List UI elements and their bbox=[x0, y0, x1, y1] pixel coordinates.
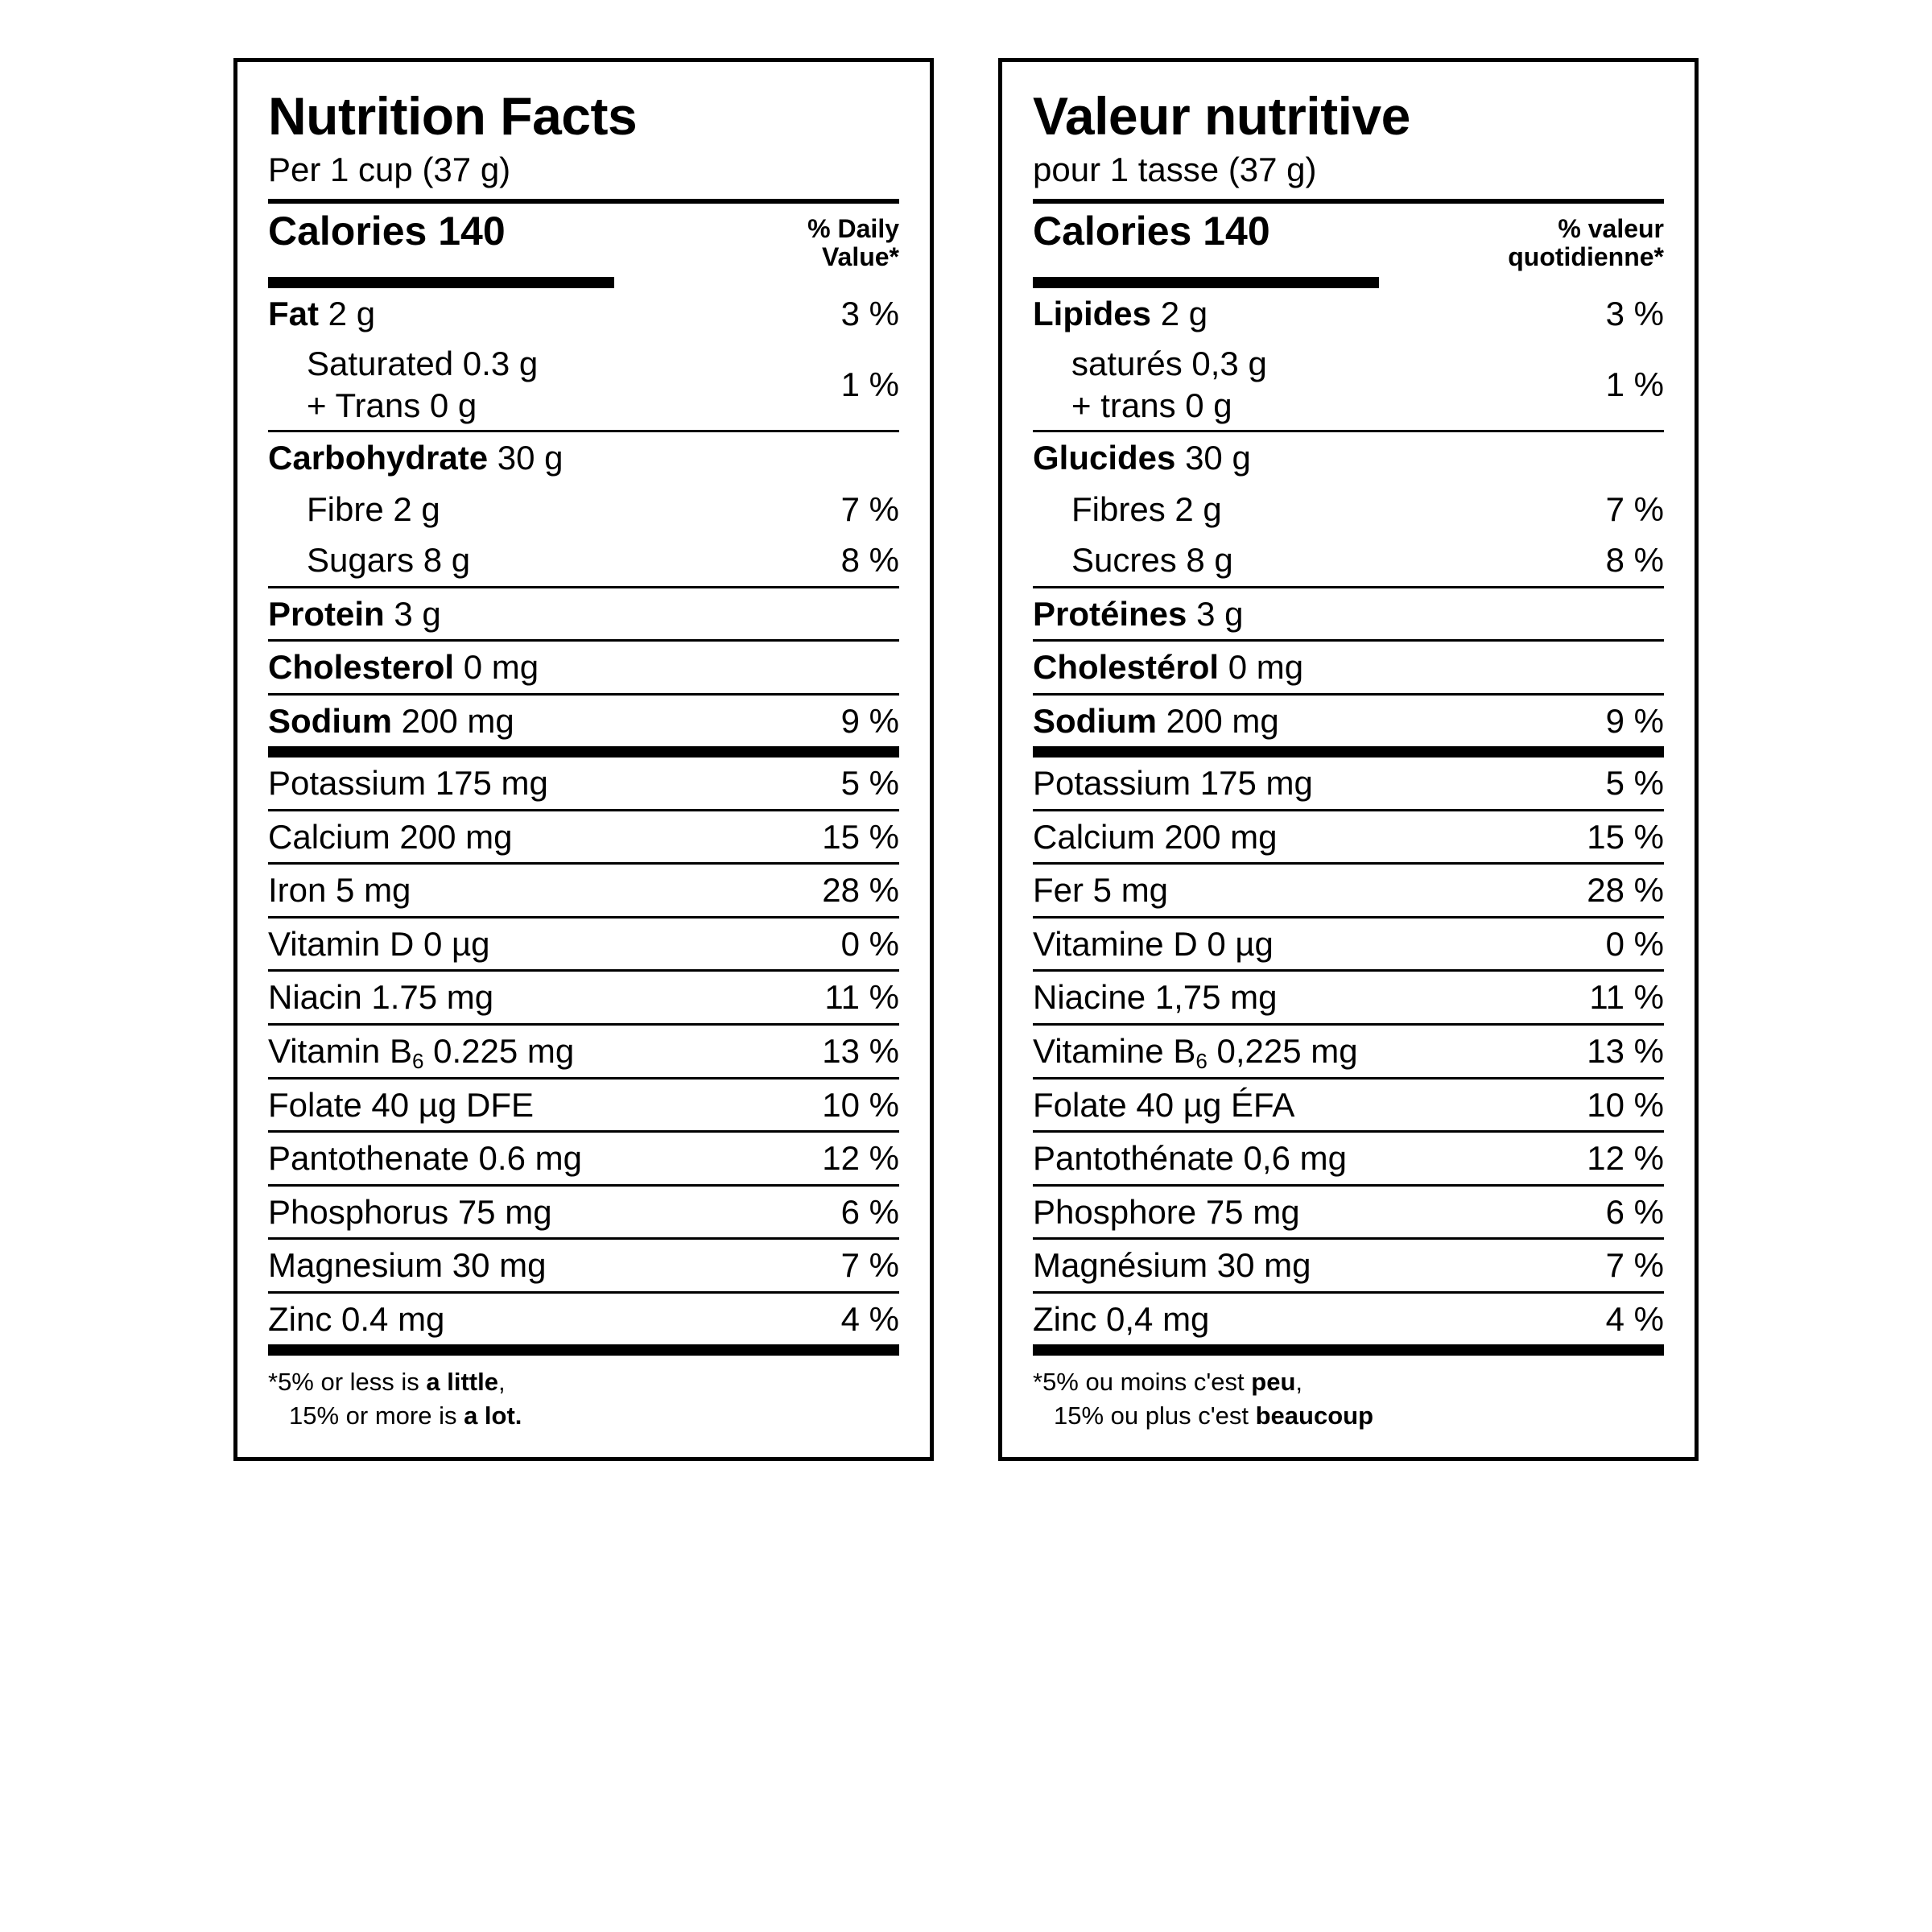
nutrient-name-satures: saturés 0,3 g bbox=[1071, 344, 1267, 382]
nutrient-label: Lipides bbox=[1033, 295, 1152, 333]
nutrient-name: Pantothenate 0.6 mg bbox=[268, 1139, 582, 1178]
nutrient-name-fibres: Fibres 2 g bbox=[1071, 489, 1222, 528]
nutrient-row-cholesterol-fr bbox=[1030, 642, 1667, 693]
nutrient-row bbox=[265, 811, 902, 863]
nutrient-row-cholesterol bbox=[265, 642, 902, 693]
nutrient-dv: 0 % bbox=[840, 924, 899, 963]
footnote-text: 15% or more is bbox=[289, 1402, 464, 1430]
nutrient-value: 200 mg bbox=[1166, 701, 1279, 740]
nutrient-value: 30 g bbox=[1185, 439, 1251, 477]
nutrient-name-cholesterol-fr bbox=[1033, 647, 1303, 687]
divider-thick bbox=[268, 746, 899, 758]
nutrient-row-carbohydrate bbox=[265, 432, 902, 484]
nutrient-value: 2 g bbox=[328, 295, 376, 333]
nutrient-name: Vitamin D 0 µg bbox=[268, 924, 490, 963]
nutrient-label: Carbohydrate bbox=[268, 439, 489, 477]
nutrient-value: 3 g bbox=[394, 594, 441, 633]
nutrient-name-lipides bbox=[1033, 294, 1208, 334]
nutrient-dv: 6 % bbox=[1605, 1192, 1664, 1231]
nutrient-name: Pantothénate 0,6 mg bbox=[1033, 1139, 1347, 1178]
nutrient-row bbox=[265, 1187, 902, 1238]
nutrient-dv: 13 % bbox=[1587, 1032, 1664, 1071]
nutrient-row bbox=[1030, 758, 1667, 809]
nutrient-name: Magnésium 30 mg bbox=[1033, 1246, 1311, 1285]
footnote-line-1 bbox=[1033, 1365, 1664, 1399]
nutrient-dv-saturated-trans: 1 % bbox=[840, 365, 899, 403]
nutrient-name: Niacine 1,75 mg bbox=[1033, 978, 1278, 1017]
micronutrient-list-french bbox=[1030, 758, 1667, 1344]
nutrient-value: 200 mg bbox=[401, 701, 514, 740]
nutrient-name: Fer 5 mg bbox=[1033, 871, 1169, 910]
nutrient-name: Potassium 175 mg bbox=[268, 764, 548, 803]
footnote-line-1 bbox=[268, 1365, 899, 1399]
nutrient-dv: 5 % bbox=[1605, 764, 1664, 803]
nutrient-dv: 12 % bbox=[1587, 1139, 1664, 1178]
nutrient-row-satures-trans bbox=[1030, 340, 1667, 430]
nutrient-label: Glucides bbox=[1033, 439, 1176, 477]
nutrient-row bbox=[1030, 1187, 1667, 1238]
nutrient-value: 0 mg bbox=[463, 648, 539, 687]
nutrient-row bbox=[1030, 919, 1667, 970]
nutrient-dv-lipides: 3 % bbox=[1605, 295, 1664, 333]
nutrient-name-sodium-fr bbox=[1033, 701, 1279, 741]
nutrient-dv-fibres: 7 % bbox=[1605, 489, 1664, 528]
nutrient-dv: 28 % bbox=[1587, 871, 1664, 910]
nutrient-name-carbohydrate bbox=[268, 438, 563, 478]
nutrient-row-lipides bbox=[1030, 288, 1667, 340]
nutrition-facts-panel-french bbox=[998, 58, 1699, 1461]
nutrient-label: Protéines bbox=[1033, 594, 1187, 633]
divider-thick bbox=[268, 1344, 899, 1356]
nutrient-dv: 10 % bbox=[1587, 1085, 1664, 1124]
daily-value-header-line1: % Daily bbox=[807, 213, 899, 243]
nutrient-name: Niacin 1.75 mg bbox=[268, 978, 494, 1017]
nutrition-facts-panel-english bbox=[233, 58, 934, 1461]
nutrient-row bbox=[1030, 811, 1667, 863]
nutrient-row bbox=[265, 972, 902, 1023]
nutrient-row-saturated-trans bbox=[265, 340, 902, 430]
calories-underline bbox=[268, 277, 614, 288]
nutrient-row-sucres bbox=[1030, 535, 1667, 586]
footnote-french bbox=[1030, 1356, 1667, 1436]
nutrient-row bbox=[265, 758, 902, 809]
calories-label-french: Calories 140 bbox=[1033, 208, 1270, 254]
nutrient-value: 30 g bbox=[497, 439, 564, 477]
footnote-emphasis: peu bbox=[1251, 1368, 1296, 1397]
nutrient-name-protein bbox=[268, 594, 441, 634]
nutrient-label: Cholesterol bbox=[268, 648, 455, 687]
calories-row bbox=[265, 204, 902, 278]
nutrient-dv-sodium: 9 % bbox=[840, 701, 899, 740]
nutrient-name-satures-trans bbox=[1033, 343, 1267, 427]
divider-thick bbox=[1033, 1344, 1664, 1356]
calories-row-french bbox=[1030, 204, 1667, 278]
nutrient-dv: 15 % bbox=[822, 817, 899, 856]
nutrient-name-saturated-trans bbox=[268, 343, 538, 427]
nutrient-name: Vitamin $B_6$ 0.225 mg bbox=[268, 1032, 575, 1073]
nutrient-dv: 4 % bbox=[1605, 1299, 1664, 1338]
footnote-punct: , bbox=[1295, 1368, 1303, 1397]
nutrient-row bbox=[265, 1080, 902, 1131]
daily-value-header-french bbox=[1508, 210, 1664, 273]
nutrient-row-proteines bbox=[1030, 588, 1667, 640]
nutrient-row-fibre bbox=[265, 484, 902, 535]
nutrient-dv: 11 % bbox=[1589, 978, 1664, 1017]
nutrient-name-trans: + Trans 0 g bbox=[307, 386, 477, 424]
nutrient-name: Iron 5 mg bbox=[268, 871, 411, 910]
nutrient-dv: 12 % bbox=[822, 1139, 899, 1178]
nutrient-dv: 28 % bbox=[822, 871, 899, 910]
nutrient-name: Potassium 175 mg bbox=[1033, 764, 1313, 803]
nutrient-row bbox=[1030, 1133, 1667, 1184]
daily-value-header-line2: quotidienne* bbox=[1508, 242, 1664, 272]
calories-underline bbox=[1033, 277, 1379, 288]
nutrient-name: Zinc 0.4 mg bbox=[268, 1299, 445, 1338]
nutrient-name: Folate 40 µg ÉFA bbox=[1033, 1085, 1295, 1124]
footnote-line-2 bbox=[1033, 1399, 1664, 1433]
nutrient-name-saturated: Saturated 0.3 g bbox=[307, 344, 539, 382]
nutrient-row-glucides bbox=[1030, 432, 1667, 484]
nutrient-row bbox=[265, 1294, 902, 1345]
nutrient-row bbox=[1030, 1026, 1667, 1077]
nutrient-row bbox=[1030, 972, 1667, 1023]
nutrient-label: Protein bbox=[268, 594, 385, 633]
daily-value-header-line1: % valeur bbox=[1558, 213, 1664, 243]
nutrient-row bbox=[1030, 1294, 1667, 1345]
footnote-punct: , bbox=[498, 1368, 506, 1397]
nutrient-name: Calcium 200 mg bbox=[268, 817, 513, 856]
nutrient-row-protein bbox=[265, 588, 902, 640]
nutrient-row bbox=[265, 1240, 902, 1291]
footnote-text: 15% ou plus c'est bbox=[1054, 1402, 1256, 1430]
nutrient-value: 2 g bbox=[1160, 295, 1208, 333]
nutrient-label: Fat bbox=[268, 295, 319, 333]
nutrient-name: Vitamine $B_6$ 0,225 mg bbox=[1033, 1032, 1358, 1073]
daily-value-header-line2: Value* bbox=[821, 242, 899, 272]
nutrient-label: Sodium bbox=[1033, 701, 1157, 740]
nutrient-row bbox=[1030, 865, 1667, 916]
divider-thick bbox=[1033, 746, 1664, 758]
nutrient-dv-fibre: 7 % bbox=[840, 489, 899, 528]
nutrient-label: Sodium bbox=[268, 701, 392, 740]
daily-value-header bbox=[807, 210, 899, 273]
page-title: Nutrition Facts bbox=[268, 86, 638, 146]
nutrient-dv: 10 % bbox=[822, 1085, 899, 1124]
nutrient-row-sugars bbox=[265, 535, 902, 586]
nutrient-dv: 6 % bbox=[840, 1192, 899, 1231]
nutrient-row bbox=[1030, 1080, 1667, 1131]
nutrient-row-sodium bbox=[265, 696, 902, 747]
nutrient-row-sodium-fr bbox=[1030, 696, 1667, 747]
nutrient-dv: 7 % bbox=[840, 1246, 899, 1285]
nutrient-dv: 11 % bbox=[824, 978, 899, 1017]
nutrient-name: Zinc 0,4 mg bbox=[1033, 1299, 1210, 1338]
footnote-text: *5% ou moins c'est bbox=[1033, 1368, 1252, 1397]
nutrient-row-fat bbox=[265, 288, 902, 340]
nutrient-row bbox=[265, 919, 902, 970]
nutrient-row-fibres bbox=[1030, 484, 1667, 535]
serving-size-french: pour 1 tasse (37 g) bbox=[1033, 151, 1317, 189]
nutrient-dv: 4 % bbox=[840, 1299, 899, 1338]
nutrient-name-sucres: Sucres 8 g bbox=[1071, 541, 1233, 580]
nutrient-name: Magnesium 30 mg bbox=[268, 1246, 547, 1285]
nutrient-name: Calcium 200 mg bbox=[1033, 817, 1278, 856]
nutrient-row bbox=[1030, 1240, 1667, 1291]
footnote-line-2 bbox=[268, 1399, 899, 1433]
nutrient-dv: 15 % bbox=[1587, 817, 1664, 856]
nutrient-dv-sucres: 8 % bbox=[1605, 541, 1664, 580]
nutrient-value: 0 mg bbox=[1228, 648, 1304, 687]
nutrient-name: Phosphorus 75 mg bbox=[268, 1192, 552, 1231]
nutrient-name-fat bbox=[268, 294, 375, 334]
nutrient-name-glucides bbox=[1033, 438, 1251, 478]
nutrient-name-trans: + trans 0 g bbox=[1071, 386, 1232, 424]
nutrient-row bbox=[265, 1026, 902, 1077]
nutrient-value: 3 g bbox=[1196, 594, 1244, 633]
micronutrient-list-english bbox=[265, 758, 902, 1344]
nutrient-name-cholesterol bbox=[268, 647, 539, 687]
nutrient-dv: 13 % bbox=[822, 1032, 899, 1071]
nutrient-name: Folate 40 µg DFE bbox=[268, 1085, 535, 1124]
footnote-emphasis: a lot. bbox=[464, 1402, 522, 1430]
nutrient-name: Phosphore 75 mg bbox=[1033, 1192, 1300, 1231]
nutrient-dv-sugars: 8 % bbox=[840, 541, 899, 580]
nutrient-label: Cholestérol bbox=[1033, 648, 1220, 687]
nutrient-name-proteines bbox=[1033, 594, 1243, 634]
footnote-text: *5% or less is bbox=[268, 1368, 427, 1397]
nutrient-name: Vitamine D 0 µg bbox=[1033, 924, 1274, 963]
footnote-emphasis: a little bbox=[426, 1368, 498, 1397]
nutrient-dv: 7 % bbox=[1605, 1246, 1664, 1285]
nutrient-dv: 0 % bbox=[1605, 924, 1664, 963]
nutrient-dv-sodium-fr: 9 % bbox=[1605, 701, 1664, 740]
nutrient-name-fibre: Fibre 2 g bbox=[307, 489, 440, 528]
footnote-emphasis: beaucoup bbox=[1255, 1402, 1374, 1430]
footnote-english bbox=[265, 1356, 902, 1436]
serving-size: Per 1 cup (37 g) bbox=[268, 151, 511, 189]
page-title-french: Valeur nutritive bbox=[1033, 86, 1410, 146]
nutrient-dv: 5 % bbox=[840, 764, 899, 803]
nutrient-row bbox=[265, 1133, 902, 1184]
nutrient-name-sodium bbox=[268, 701, 514, 741]
nutrient-dv-satures-trans: 1 % bbox=[1605, 365, 1664, 403]
nutrient-dv-fat: 3 % bbox=[840, 295, 899, 333]
nutrient-row bbox=[265, 865, 902, 916]
calories-label: Calories 140 bbox=[268, 208, 506, 254]
nutrient-name-sugars: Sugars 8 g bbox=[307, 541, 471, 580]
